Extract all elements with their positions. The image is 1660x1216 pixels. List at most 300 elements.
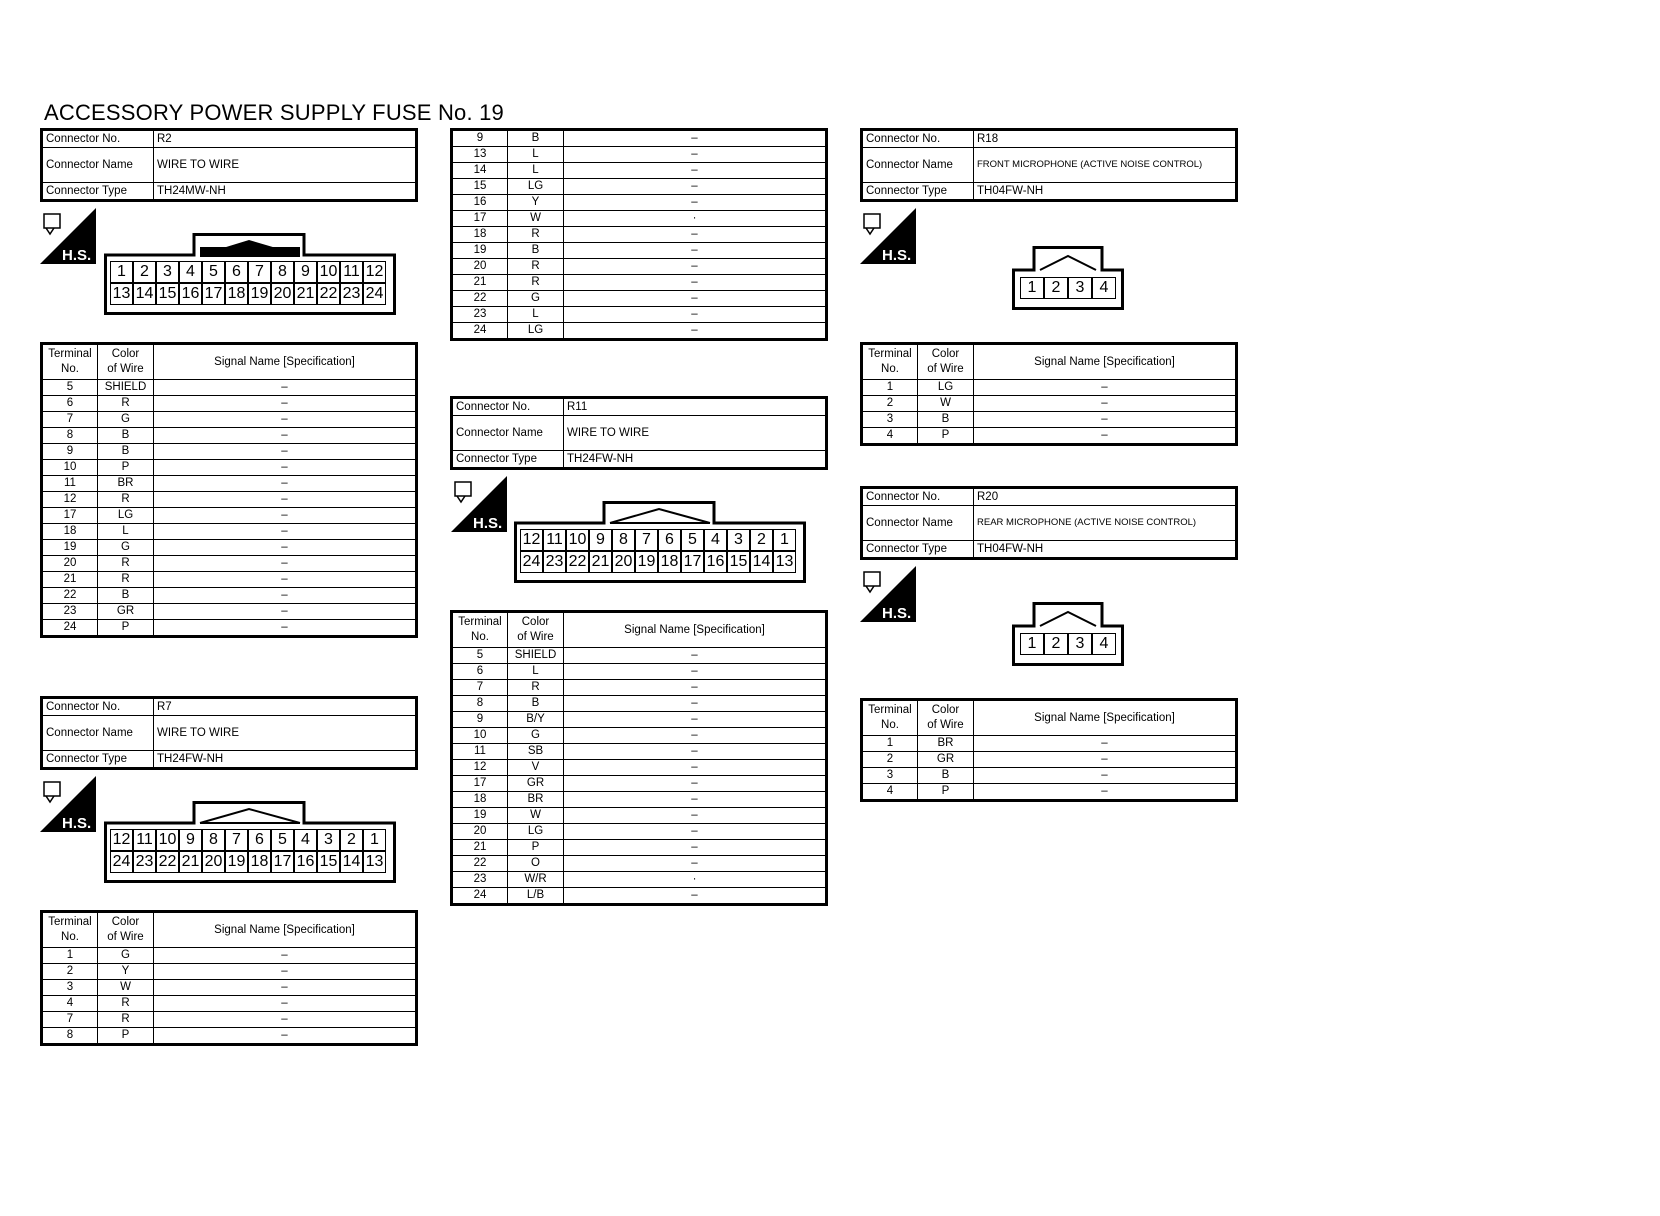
signal-name: – <box>564 243 827 259</box>
signal-name: – <box>974 412 1237 428</box>
signal-name: – <box>974 736 1237 752</box>
table-row <box>42 604 417 620</box>
wire-color: B <box>508 696 564 712</box>
pin: 3 <box>156 261 179 283</box>
pin: 21 <box>589 551 612 573</box>
pin: 9 <box>589 529 612 551</box>
terminal-no: 22 <box>42 588 98 604</box>
table-row <box>42 476 417 492</box>
pin: 10 <box>156 829 179 851</box>
wire-color: W <box>918 396 974 412</box>
table-row <box>862 768 1237 784</box>
wire-color: G <box>98 540 154 556</box>
terminal-table-r20 <box>860 698 1238 802</box>
terminal-no: 7 <box>42 1012 98 1028</box>
wire-color: LG <box>508 179 564 195</box>
pin: 19 <box>248 283 271 305</box>
connector-info-r20 <box>860 486 1238 560</box>
table-row <box>452 323 827 340</box>
label-connector-no: Connector No. <box>42 130 154 148</box>
pin: 17 <box>202 283 225 305</box>
table-row <box>42 1012 417 1028</box>
wire-color: P <box>98 620 154 637</box>
pin: 6 <box>248 829 271 851</box>
pin: 2 <box>133 261 156 283</box>
pin: 13 <box>110 283 133 305</box>
header-signal: Signal Name [Specification] <box>974 700 1237 736</box>
pin: 11 <box>133 829 156 851</box>
signal-name: – <box>564 824 827 840</box>
wire-color: O <box>508 856 564 872</box>
table-row <box>452 259 827 275</box>
pin: 20 <box>202 851 225 873</box>
terminal-no: 20 <box>452 259 508 275</box>
label-connector-no: Connector No. <box>42 698 154 716</box>
terminal-table-r11 <box>450 610 828 906</box>
connector-info-r11 <box>450 396 828 470</box>
header-signal: Signal Name [Specification] <box>154 912 417 948</box>
signal-name: – <box>564 323 827 340</box>
signal-name: – <box>154 444 417 460</box>
terminal-no: 23 <box>452 872 508 888</box>
pin: 18 <box>658 551 681 573</box>
label-connector-name: Connector Name <box>452 416 564 451</box>
terminal-no: 17 <box>452 776 508 792</box>
connector-info-r18 <box>860 128 1238 202</box>
terminal-no: 14 <box>452 163 508 179</box>
wire-color: L <box>508 163 564 179</box>
table-row <box>42 556 417 572</box>
table-row <box>452 712 827 728</box>
pin: 22 <box>156 851 179 873</box>
signal-name: – <box>154 588 417 604</box>
connector-info-r7 <box>40 696 418 770</box>
pin: 8 <box>202 829 225 851</box>
signal-name: – <box>154 476 417 492</box>
wire-color: R <box>98 996 154 1012</box>
table-row <box>42 620 417 637</box>
signal-name: – <box>154 1012 417 1028</box>
wire-color: R <box>508 275 564 291</box>
signal-name: – <box>564 888 827 905</box>
table-row <box>452 664 827 680</box>
wire-color: W <box>508 808 564 824</box>
pin: 2 <box>340 829 363 851</box>
pin: 2 <box>750 529 773 551</box>
terminal-no: 5 <box>452 648 508 664</box>
label-connector-no: Connector No. <box>452 398 564 416</box>
signal-name: – <box>564 664 827 680</box>
table-row <box>452 130 827 147</box>
terminal-table-r2 <box>40 342 418 638</box>
table-row <box>42 508 417 524</box>
signal-name: – <box>564 130 827 147</box>
pin: 2 <box>1044 633 1068 655</box>
terminal-no: 3 <box>42 980 98 996</box>
signal-name: – <box>564 195 827 211</box>
pin: 1 <box>363 829 386 851</box>
wire-color: GR <box>508 776 564 792</box>
pin: 15 <box>727 551 750 573</box>
wire-color: L <box>508 664 564 680</box>
terminal-no: 4 <box>862 428 918 445</box>
table-row <box>452 680 827 696</box>
terminal-no: 18 <box>452 792 508 808</box>
pin: 9 <box>294 261 317 283</box>
wire-color: G <box>508 728 564 744</box>
terminal-table-r7-continued <box>450 128 828 341</box>
terminal-no: 18 <box>452 227 508 243</box>
label-connector-no: Connector No. <box>862 130 974 148</box>
connector-name: WIRE TO WIRE <box>564 416 827 451</box>
pin-grid-r11 <box>520 529 796 573</box>
terminal-no: 9 <box>42 444 98 460</box>
table-row <box>452 888 827 905</box>
pin: 18 <box>225 283 248 305</box>
signal-name: – <box>974 396 1237 412</box>
signal-name: – <box>154 540 417 556</box>
pin: 5 <box>202 261 225 283</box>
table-row <box>42 980 417 996</box>
terminal-no: 16 <box>452 195 508 211</box>
wire-color: LG <box>918 380 974 396</box>
wire-color: L <box>508 147 564 163</box>
pin: 5 <box>681 529 704 551</box>
table-row <box>452 696 827 712</box>
terminal-no: 7 <box>452 680 508 696</box>
table-row <box>452 227 827 243</box>
table-row <box>42 1028 417 1045</box>
signal-name: – <box>564 760 827 776</box>
harness-side-icon <box>40 208 96 264</box>
table-row <box>452 275 827 291</box>
label-connector-name: Connector Name <box>42 148 154 183</box>
terminal-no: 23 <box>452 307 508 323</box>
table-row <box>452 776 827 792</box>
terminal-no: 1 <box>862 380 918 396</box>
table-row <box>452 648 827 664</box>
label-connector-type: Connector Type <box>862 183 974 201</box>
pin: 21 <box>179 851 202 873</box>
hs-label: H.S. <box>62 815 92 832</box>
table-row <box>862 412 1237 428</box>
pin: 23 <box>543 551 566 573</box>
signal-name: – <box>154 996 417 1012</box>
terminal-no: 17 <box>452 211 508 227</box>
table-row <box>42 540 417 556</box>
terminal-no: 11 <box>452 744 508 760</box>
pin: 7 <box>248 261 271 283</box>
signal-name: – <box>564 163 827 179</box>
wire-color: R <box>508 259 564 275</box>
pin-grid-r2 <box>110 261 386 305</box>
harness-side-icon <box>451 476 507 532</box>
terminal-no: 10 <box>42 460 98 476</box>
signal-name: – <box>564 744 827 760</box>
header-color: Color of Wire <box>98 344 154 380</box>
label-connector-type: Connector Type <box>452 451 564 469</box>
terminal-table-r18 <box>860 342 1238 446</box>
pin: 11 <box>340 261 363 283</box>
wire-color: R <box>98 492 154 508</box>
connector-info-r2 <box>40 128 418 202</box>
connector-name: WIRE TO WIRE <box>154 148 417 183</box>
pin: 11 <box>543 529 566 551</box>
signal-name: – <box>564 291 827 307</box>
table-row <box>42 948 417 964</box>
table-row <box>42 444 417 460</box>
pin: 4 <box>1092 277 1116 299</box>
header-color: Color of Wire <box>918 344 974 380</box>
table-row <box>452 872 827 888</box>
table-row <box>42 412 417 428</box>
pin: 14 <box>133 283 156 305</box>
connector-no: R20 <box>974 488 1237 506</box>
header-signal: Signal Name [Specification] <box>974 344 1237 380</box>
pin: 12 <box>110 829 133 851</box>
harness-side-icon <box>860 566 916 622</box>
connector-type: TH24MW-NH <box>154 183 417 201</box>
pin: 10 <box>317 261 340 283</box>
pin: 8 <box>271 261 294 283</box>
connector-type: TH24FW-NH <box>154 751 417 769</box>
table-row <box>452 808 827 824</box>
connector-type: TH04FW-NH <box>974 183 1237 201</box>
label-connector-name: Connector Name <box>862 148 974 183</box>
signal-name: – <box>154 396 417 412</box>
terminal-no: 9 <box>452 712 508 728</box>
signal-name: – <box>154 412 417 428</box>
wire-color: B <box>98 428 154 444</box>
table-row <box>452 211 827 227</box>
signal-name: – <box>154 508 417 524</box>
signal-name: – <box>564 712 827 728</box>
pin: 22 <box>566 551 589 573</box>
terminal-no: 2 <box>42 964 98 980</box>
terminal-table-r7 <box>40 910 418 1046</box>
signal-name: – <box>154 980 417 996</box>
wire-color: B <box>508 130 564 147</box>
pin: 17 <box>271 851 294 873</box>
signal-name: – <box>564 776 827 792</box>
connector-type: TH04FW-NH <box>974 541 1237 559</box>
pin-grid-r20 <box>1020 633 1116 655</box>
terminal-no: 3 <box>862 768 918 784</box>
connector-name: REAR MICROPHONE (ACTIVE NOISE CONTROL) <box>974 506 1237 541</box>
signal-name: – <box>154 572 417 588</box>
signal-name: – <box>154 1028 417 1045</box>
wire-color: P <box>918 428 974 445</box>
signal-name: – <box>154 524 417 540</box>
header-terminal: Terminal No. <box>452 612 508 648</box>
pin: 3 <box>317 829 340 851</box>
wire-color: P <box>98 460 154 476</box>
signal-name: – <box>154 556 417 572</box>
table-row <box>42 428 417 444</box>
pin: 4 <box>179 261 202 283</box>
connector-no: R2 <box>154 130 417 148</box>
table-row <box>42 460 417 476</box>
wire-color: B/Y <box>508 712 564 728</box>
terminal-no: 10 <box>452 728 508 744</box>
terminal-no: 7 <box>42 412 98 428</box>
terminal-no: 2 <box>862 396 918 412</box>
terminal-no: 20 <box>452 824 508 840</box>
signal-name: · <box>564 872 827 888</box>
pin: 16 <box>179 283 202 305</box>
terminal-no: 4 <box>862 784 918 801</box>
signal-name: – <box>974 784 1237 801</box>
pin: 20 <box>612 551 635 573</box>
signal-name: – <box>154 604 417 620</box>
pin: 3 <box>1068 633 1092 655</box>
wire-color: BR <box>508 792 564 808</box>
table-row <box>42 996 417 1012</box>
connector-type: TH24FW-NH <box>564 451 827 469</box>
terminal-no: 21 <box>452 275 508 291</box>
terminal-no: 18 <box>42 524 98 540</box>
pin: 19 <box>225 851 248 873</box>
signal-name: – <box>154 428 417 444</box>
header-color: Color of Wire <box>918 700 974 736</box>
label-connector-type: Connector Type <box>42 751 154 769</box>
wire-color: Y <box>508 195 564 211</box>
wire-color: B <box>98 444 154 460</box>
wire-color: BR <box>98 476 154 492</box>
table-row <box>452 195 827 211</box>
harness-side-icon <box>860 208 916 264</box>
terminal-no: 22 <box>452 856 508 872</box>
wire-color: L/B <box>508 888 564 905</box>
pin: 12 <box>363 261 386 283</box>
label-connector-no: Connector No. <box>862 488 974 506</box>
pin: 19 <box>635 551 658 573</box>
table-row <box>452 243 827 259</box>
connector-no: R7 <box>154 698 417 716</box>
pin: 18 <box>248 851 271 873</box>
signal-name: – <box>974 768 1237 784</box>
wire-color: SB <box>508 744 564 760</box>
pin-grid-r7 <box>110 829 386 873</box>
header-terminal: Terminal No. <box>42 344 98 380</box>
pin: 6 <box>658 529 681 551</box>
signal-name: – <box>154 948 417 964</box>
terminal-no: 24 <box>452 888 508 905</box>
header-terminal: Terminal No. <box>862 344 918 380</box>
terminal-no: 4 <box>42 996 98 1012</box>
table-row <box>862 784 1237 801</box>
table-row <box>452 856 827 872</box>
pin: 4 <box>1092 633 1116 655</box>
wire-color: L <box>98 524 154 540</box>
wire-color: GR <box>98 604 154 620</box>
table-row <box>452 824 827 840</box>
hs-label: H.S. <box>473 515 503 532</box>
header-color: Color of Wire <box>98 912 154 948</box>
signal-name: – <box>564 648 827 664</box>
wire-color: LG <box>508 323 564 340</box>
pin: 9 <box>179 829 202 851</box>
terminal-no: 24 <box>452 323 508 340</box>
terminal-no: 20 <box>42 556 98 572</box>
signal-name: – <box>564 147 827 163</box>
pin: 20 <box>271 283 294 305</box>
label-connector-type: Connector Type <box>862 541 974 559</box>
signal-name: – <box>564 840 827 856</box>
wire-color: V <box>508 760 564 776</box>
signal-name: – <box>974 752 1237 768</box>
pin: 13 <box>773 551 796 573</box>
pin: 15 <box>317 851 340 873</box>
terminal-no: 22 <box>452 291 508 307</box>
wire-color: G <box>508 291 564 307</box>
pin: 5 <box>271 829 294 851</box>
terminal-no: 9 <box>452 130 508 147</box>
wire-color: R <box>98 572 154 588</box>
pin: 21 <box>294 283 317 305</box>
table-row <box>452 728 827 744</box>
wire-color: G <box>98 948 154 964</box>
wire-color: W <box>98 980 154 996</box>
terminal-no: 8 <box>452 696 508 712</box>
wire-color: P <box>98 1028 154 1045</box>
table-row <box>42 492 417 508</box>
pin: 24 <box>363 283 386 305</box>
terminal-no: 12 <box>42 492 98 508</box>
table-row <box>452 291 827 307</box>
wire-color: W <box>508 211 564 227</box>
pin: 1 <box>1020 277 1044 299</box>
pin: 4 <box>294 829 317 851</box>
page-title: ACCESSORY POWER SUPPLY FUSE No. 19 <box>44 100 504 125</box>
wire-color: R <box>508 227 564 243</box>
wire-color: P <box>508 840 564 856</box>
signal-name: – <box>564 259 827 275</box>
pin-grid-r18 <box>1020 277 1116 299</box>
header-color: Color of Wire <box>508 612 564 648</box>
signal-name: – <box>154 460 417 476</box>
signal-name: – <box>154 620 417 637</box>
terminal-no: 2 <box>862 752 918 768</box>
pin: 15 <box>156 283 179 305</box>
pin: 22 <box>317 283 340 305</box>
table-row <box>42 572 417 588</box>
label-connector-name: Connector Name <box>862 506 974 541</box>
hs-label: H.S. <box>882 605 912 622</box>
signal-name: – <box>564 275 827 291</box>
table-row <box>862 396 1237 412</box>
terminal-no: 12 <box>452 760 508 776</box>
wire-color: SHIELD <box>508 648 564 664</box>
table-row <box>42 964 417 980</box>
wire-color: BR <box>918 736 974 752</box>
pin: 17 <box>681 551 704 573</box>
pin: 7 <box>225 829 248 851</box>
connector-no: R18 <box>974 130 1237 148</box>
table-row <box>42 524 417 540</box>
table-row <box>42 588 417 604</box>
table-row <box>862 752 1237 768</box>
table-row <box>452 760 827 776</box>
signal-name: – <box>564 179 827 195</box>
label-connector-name: Connector Name <box>42 716 154 751</box>
wire-color: G <box>98 412 154 428</box>
signal-name: – <box>974 380 1237 396</box>
wire-color: B <box>918 412 974 428</box>
pin: 10 <box>566 529 589 551</box>
terminal-no: 8 <box>42 1028 98 1045</box>
signal-name: – <box>564 792 827 808</box>
